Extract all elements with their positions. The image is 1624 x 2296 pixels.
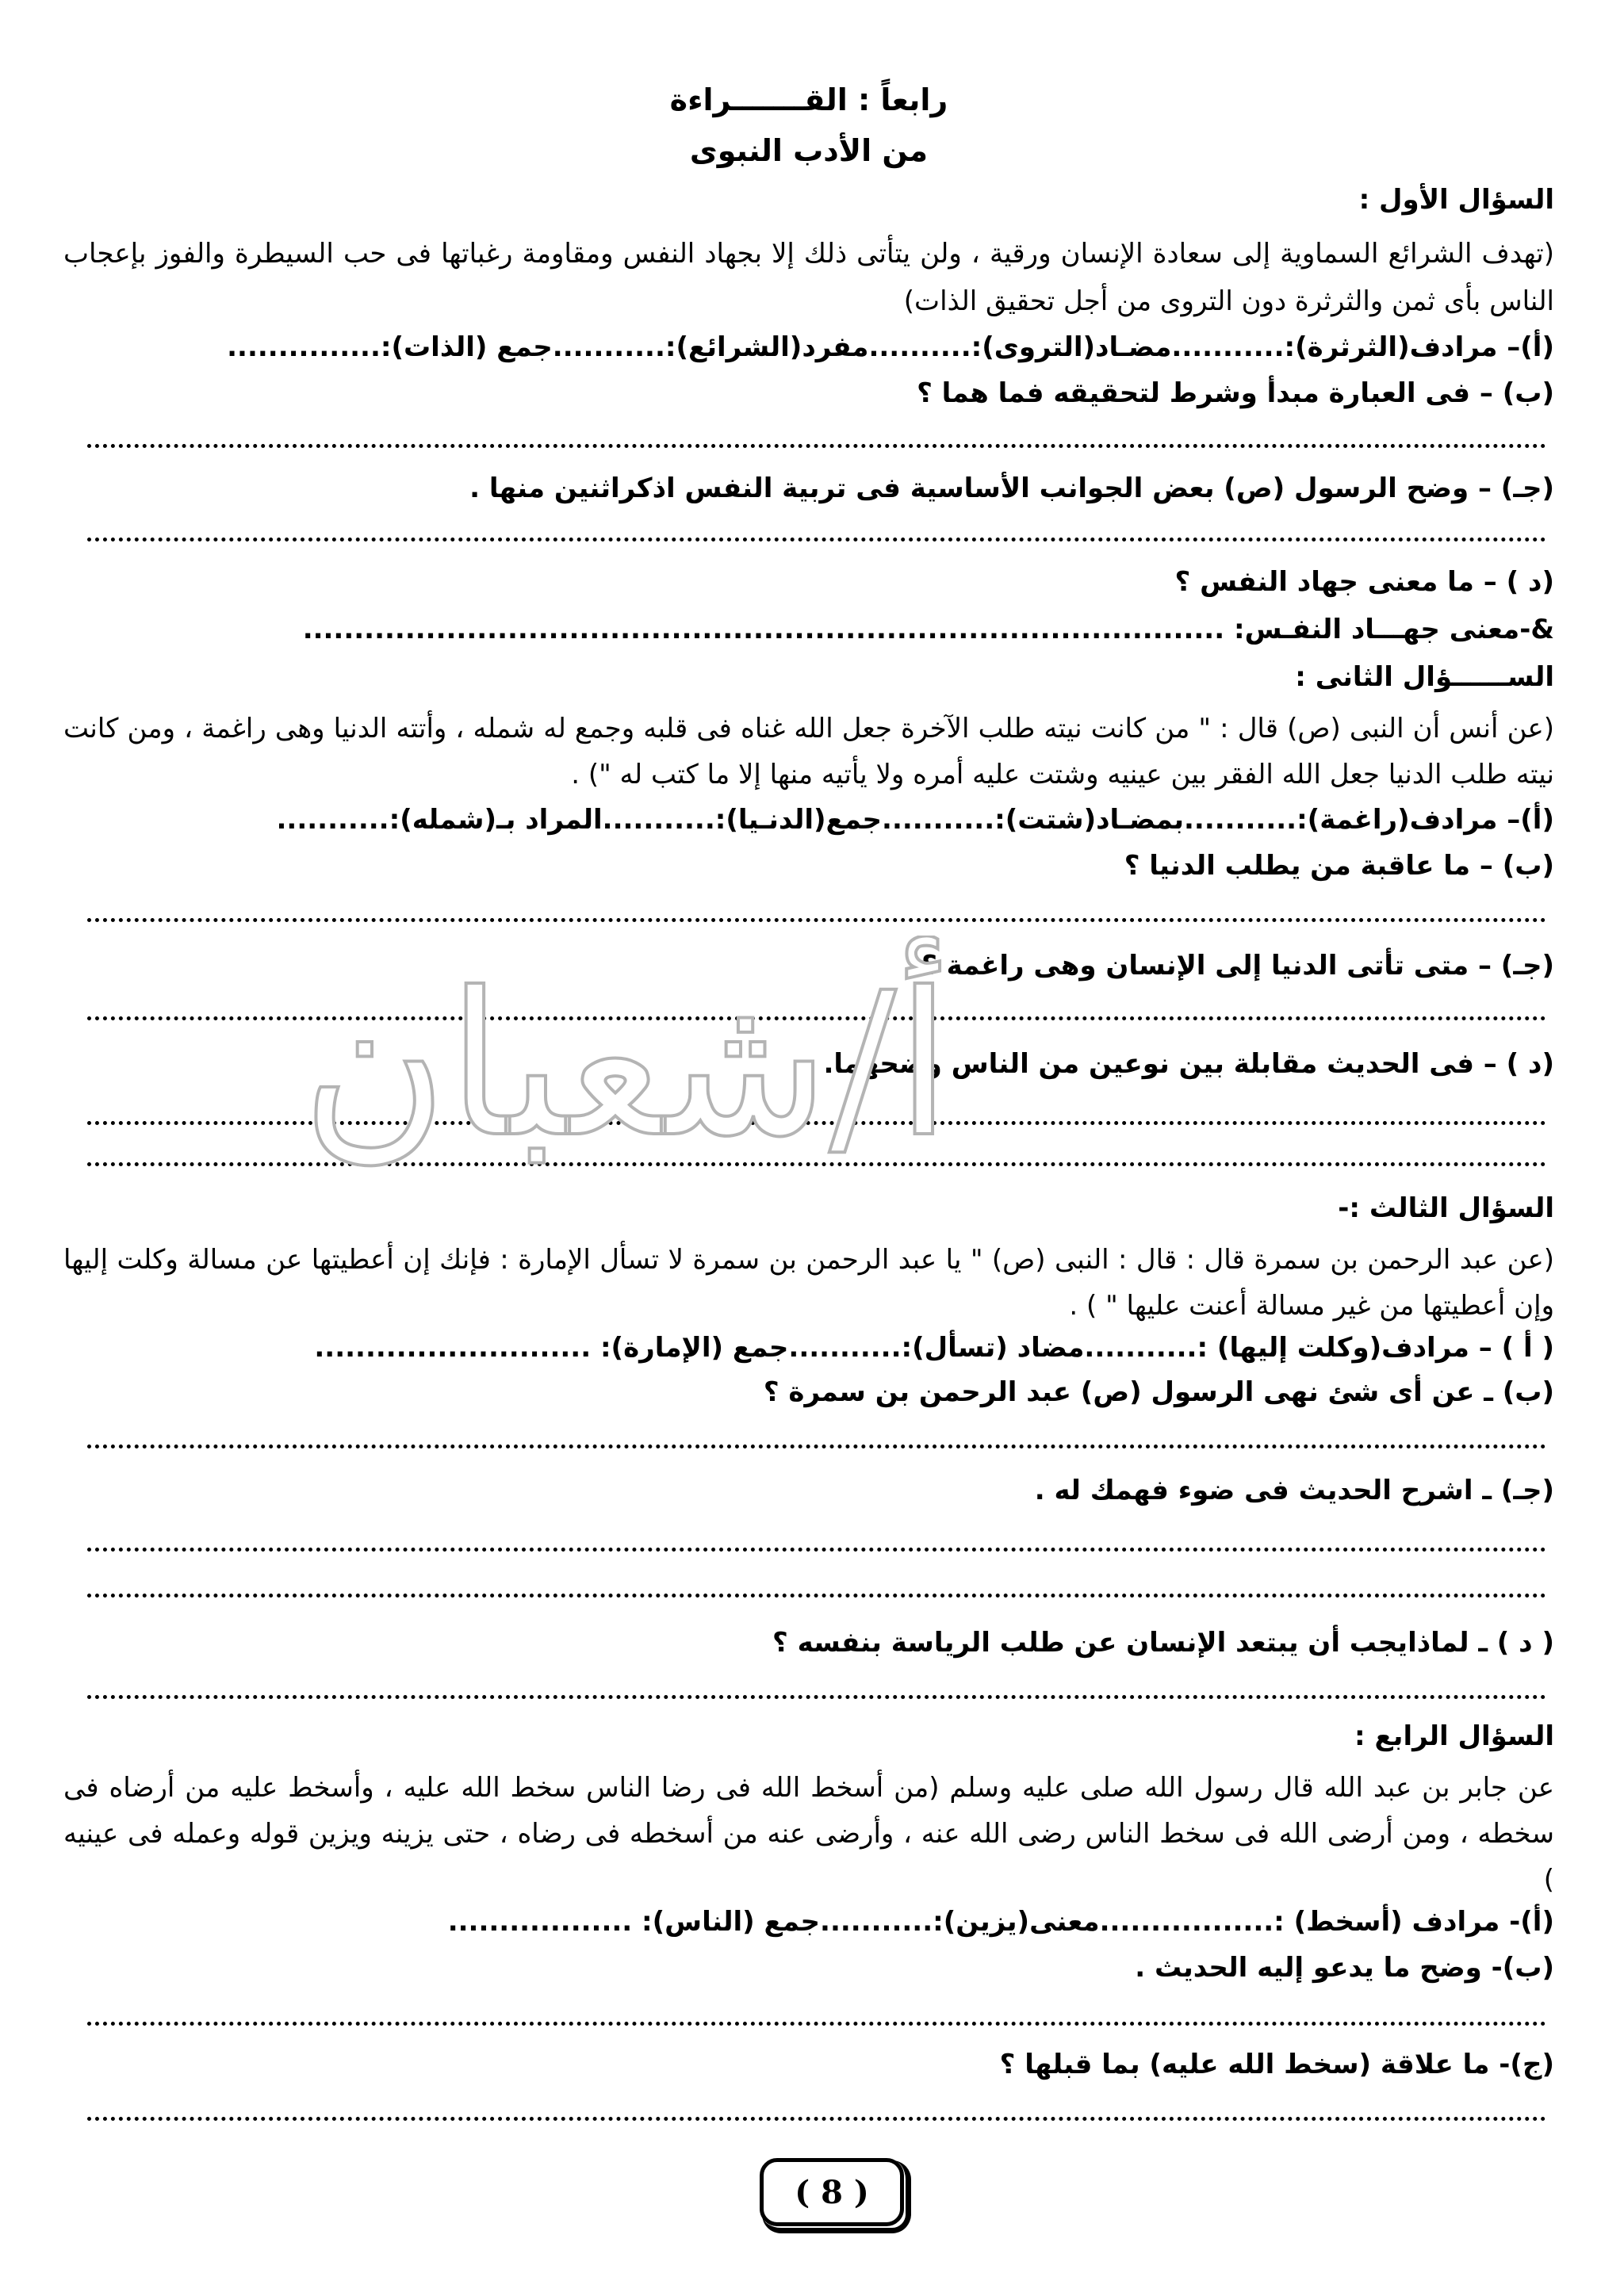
q4-part-b: (ب)- وضح ما يدعو إليه الحديث . (1135, 1952, 1554, 1984)
answer-line[interactable] (87, 2109, 1546, 2121)
page-title: رابعاً : القـــــــراءة (669, 82, 948, 117)
answer-line[interactable] (87, 1540, 1546, 1552)
q1-part-b: (ب) – فى العبارة مبدأ وشرط لتحقيقه فما هما ؟ (917, 377, 1554, 409)
q1-passage: (تهدف الشرائع السماوية إلى سعادة الإنسان ورقية ، ولن يتأتى ذلك إلا بجهاد النفس ومقاومة رغباتها فى حب السيطرة والفوز بإعجاب الناس بأى ثمن والثرثرة دون التروى من أجل تحقيق الذات) (63, 238, 1554, 317)
q2-part-b: (ب) – ما عاقبة من يطلب الدنيا ؟ (1124, 850, 1554, 882)
answer-line[interactable] (87, 2014, 1546, 2026)
q4-heading: السؤال الرابع : (1354, 1720, 1554, 1752)
page-subtitle: من الأدب النبوى (689, 133, 929, 168)
q3-heading: السؤال الثالث :- (1338, 1192, 1554, 1224)
q1-part-a: (أ)– مرادف(الثرثرة):...........مضـاد(التروى):..........مفرد(الشرائع):...........جمع (الذات):............... (227, 331, 1554, 363)
answer-line[interactable] (87, 436, 1546, 448)
q2-part-c: (جـ) – متى تأتى الدنيا إلى الإنسان وهى راغمة ؟ (921, 950, 1554, 982)
answer-line[interactable] (87, 1437, 1546, 1448)
page-number: ( 8 ) (795, 2173, 869, 2211)
q2-part-d: (د ) – فى الحديث مقابلة بين نوعين من الناس وضحهما. (823, 1048, 1554, 1080)
watermark-text: أ/شعبان (301, 950, 952, 1181)
q1-part-d: (د ) – ما معنى جهاد النفس ؟ (1174, 566, 1554, 598)
answer-line[interactable] (87, 1687, 1546, 1699)
q3-part-a: ( أ ) – مرادف(وكلت إليها) :...........مضاد (تسأل):...........جمع (الإمارة): ........................... (314, 1332, 1554, 1364)
page-number-box (760, 2158, 904, 2226)
answer-line[interactable] (87, 1586, 1546, 1598)
q4-part-a: (أ)- مرادف (أسخط) :.................معنى(يزين):...........جمع (الناس): .................. (447, 1906, 1554, 1938)
q1-part-d-answer: &-معنى جهـــاد النفـس: .......................................................................................... (302, 614, 1554, 645)
answer-line[interactable] (87, 530, 1546, 541)
q4-part-c: (ج)- ما علاقة (سخط الله عليه) بما قبلها ؟ (999, 2049, 1554, 2080)
q3-part-d: ( د ) ـ لماذايجب أن يبتعد الإنسان عن طلب الرياسة بنفسه ؟ (772, 1627, 1554, 1659)
q1-heading: السؤال الأول : (1358, 184, 1554, 216)
q3-part-c: (جـ) ـ اشرح الحديث فى ضوء فهمك له . (1034, 1475, 1554, 1506)
q1-part-c: (جـ) – وضح الرسول (ص) بعض الجوانب الأساسية فى تربية النفس اذكراثنين منها . (469, 473, 1554, 504)
q4-passage: عن جابر بن عبد الله قال رسول الله صلى عليه وسلم (من أسخط الله فى رضا الناس سخط الله عليه ، وأسخط عليه من أرضاه فى سخطه ، ومن أرضى الله فى سخط الناس رضى الله عنه ، وأرضى عنه من أسخطه فى رضاه ، حتى يزينه ويزين قوله وعمله فى عينيه ) (63, 1772, 1554, 1896)
answer-line[interactable] (87, 910, 1546, 922)
q2-heading: الســــــؤال الثانى : (1295, 661, 1554, 693)
q2-part-a: (أ)– مرادف(راغمة):...........بمضـاد(شتت):...........جمع(الدنـيا):...........المراد بـ(شمله):........... (276, 804, 1554, 836)
q3-passage: (عن عبد الرحمن بن سمرة قال : قال : النبى (ص) " يا عبد الرحمن بن سمرة لا تسأل الإمارة : فإنك إن أعطيتها عن مسالة وكلت إليها وإن أعطيتها من غير مسالة أعنت عليها " ) . (63, 1244, 1554, 1322)
q2-passage: (عن أنس أن النبى (ص) قال : " من كانت نيته طلب الآخرة جعل الله غناه فى قلبه وجمع له شمله ، وأتته الدنيا وهى راغمة ، ومن كانت نيته طلب الدنيا جعل الله الفقر بين عينيه وشتت عليه أمره ولا يأتيه منها إلا ما كتب له ") . (63, 713, 1554, 790)
watermark-logo (301, 936, 952, 1221)
q3-part-b: (ب) ـ عن أى شئ نهى الرسول (ص) عبد الرحمن بن سمرة ؟ (763, 1376, 1554, 1408)
